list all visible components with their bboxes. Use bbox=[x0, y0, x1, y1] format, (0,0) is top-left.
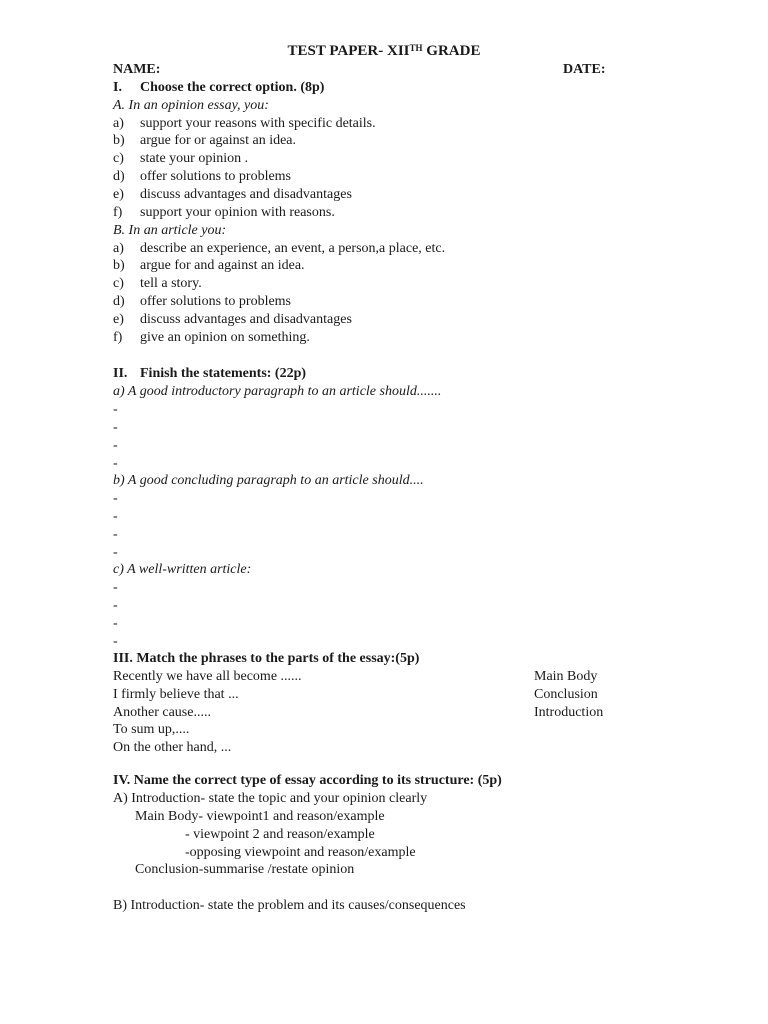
match-phrase: I firmly believe that ... bbox=[113, 687, 239, 702]
match-phrase: Another cause..... bbox=[113, 705, 211, 720]
option-a-2 bbox=[113, 132, 296, 150]
section-1-title: Choose the correct option. (8p) bbox=[140, 80, 325, 95]
option-letter: e) bbox=[113, 187, 124, 202]
part-b-prompt: B. In an article you: bbox=[113, 223, 227, 238]
option-text: discuss advantages and disadvantages bbox=[140, 312, 352, 327]
answer-line-dash: - bbox=[113, 545, 118, 560]
option-b-2 bbox=[113, 257, 305, 275]
name-label: NAME: bbox=[113, 62, 161, 77]
option-a-4 bbox=[113, 168, 291, 186]
option-b-3 bbox=[113, 275, 202, 293]
section-2-heading bbox=[113, 365, 306, 383]
statement-b-prompt: b) A good concluding paragraph to an article should.... bbox=[113, 473, 424, 488]
section-2-number: II. bbox=[113, 366, 128, 381]
title-main: TEST PAPER- XII bbox=[287, 43, 410, 59]
option-letter: d) bbox=[113, 294, 125, 309]
option-text: argue for or against an idea. bbox=[140, 133, 297, 148]
option-text: support your opinion with reasons. bbox=[140, 205, 335, 220]
option-text: argue for and against an idea. bbox=[140, 258, 305, 273]
match-phrase: On the other hand, ... bbox=[113, 740, 232, 755]
part-a-prompt: A. In an opinion essay, you: bbox=[113, 98, 269, 113]
answer-line-dash: - bbox=[113, 456, 118, 471]
structure-a-line: A) Introduction- state the topic and your opinion clearly bbox=[113, 791, 428, 806]
answer-line-dash: - bbox=[113, 509, 118, 524]
structure-a-line: -opposing viewpoint and reason/example bbox=[185, 845, 416, 860]
title-superscript: TH bbox=[409, 43, 423, 53]
option-text: support your reasons with specific details. bbox=[140, 116, 376, 131]
answer-line-dash: - bbox=[113, 598, 118, 613]
option-text: state your opinion . bbox=[140, 151, 249, 166]
option-letter: b) bbox=[113, 258, 125, 273]
essay-part-label: Main Body bbox=[534, 669, 598, 684]
structure-a-line: Conclusion-summarise /restate opinion bbox=[135, 862, 355, 877]
option-letter: c) bbox=[113, 276, 124, 291]
option-b-4 bbox=[113, 293, 291, 311]
option-letter: f) bbox=[113, 205, 123, 220]
match-phrase: To sum up,.... bbox=[113, 722, 190, 737]
section-1-number: I. bbox=[113, 80, 122, 95]
option-text: describe an experience, an event, a person,a place, etc. bbox=[140, 241, 446, 256]
structure-a-line: Main Body- viewpoint1 and reason/example bbox=[135, 809, 385, 824]
option-letter: e) bbox=[113, 312, 124, 327]
option-text: tell a story. bbox=[140, 276, 202, 291]
answer-line-dash: - bbox=[113, 420, 118, 435]
option-text: offer solutions to problems bbox=[140, 169, 292, 184]
essay-part-label: Introduction bbox=[534, 705, 604, 720]
option-a-3 bbox=[113, 150, 248, 168]
section-2-title: Finish the statements: (22p) bbox=[140, 366, 307, 381]
essay-part-label: Conclusion bbox=[534, 687, 598, 702]
option-text: give an opinion on something. bbox=[140, 330, 310, 345]
option-letter: c) bbox=[113, 151, 124, 166]
section-1-heading bbox=[113, 79, 324, 97]
option-a-6 bbox=[113, 204, 335, 222]
section-4-heading: IV. Name the correct type of essay according to its structure: (5p) bbox=[113, 773, 502, 788]
statement-c-prompt: c) A well-written article: bbox=[113, 562, 252, 577]
option-b-5 bbox=[113, 311, 352, 329]
option-letter: d) bbox=[113, 169, 125, 184]
option-text: discuss advantages and disadvantages bbox=[140, 187, 352, 202]
option-letter: a) bbox=[113, 116, 124, 131]
answer-line-dash: - bbox=[113, 616, 118, 631]
answer-line-dash: - bbox=[113, 580, 118, 595]
option-b-6 bbox=[113, 329, 310, 347]
date-label: DATE: bbox=[563, 62, 606, 77]
answer-line-dash: - bbox=[113, 402, 118, 417]
match-phrase: Recently we have all become ...... bbox=[113, 669, 302, 684]
answer-line-dash: - bbox=[113, 527, 118, 542]
answer-line-dash: - bbox=[113, 634, 118, 649]
statement-a-prompt: a) A good introductory paragraph to an article should....... bbox=[113, 384, 442, 399]
structure-b-line: B) Introduction- state the problem and its causes/consequences bbox=[113, 898, 466, 913]
option-a-5 bbox=[113, 186, 352, 204]
option-letter: b) bbox=[113, 133, 125, 148]
section-3-heading: III. Match the phrases to the parts of the essay:(5p) bbox=[113, 651, 420, 666]
option-letter: a) bbox=[113, 241, 124, 256]
option-a-1 bbox=[113, 115, 376, 133]
option-text: offer solutions to problems bbox=[140, 294, 292, 309]
page-title bbox=[0, 42, 768, 60]
structure-a-line: - viewpoint 2 and reason/example bbox=[185, 827, 375, 842]
title-end: GRADE bbox=[422, 43, 481, 59]
answer-line-dash: - bbox=[113, 438, 118, 453]
option-letter: f) bbox=[113, 330, 123, 345]
answer-line-dash: - bbox=[113, 491, 118, 506]
option-b-1 bbox=[113, 240, 445, 258]
